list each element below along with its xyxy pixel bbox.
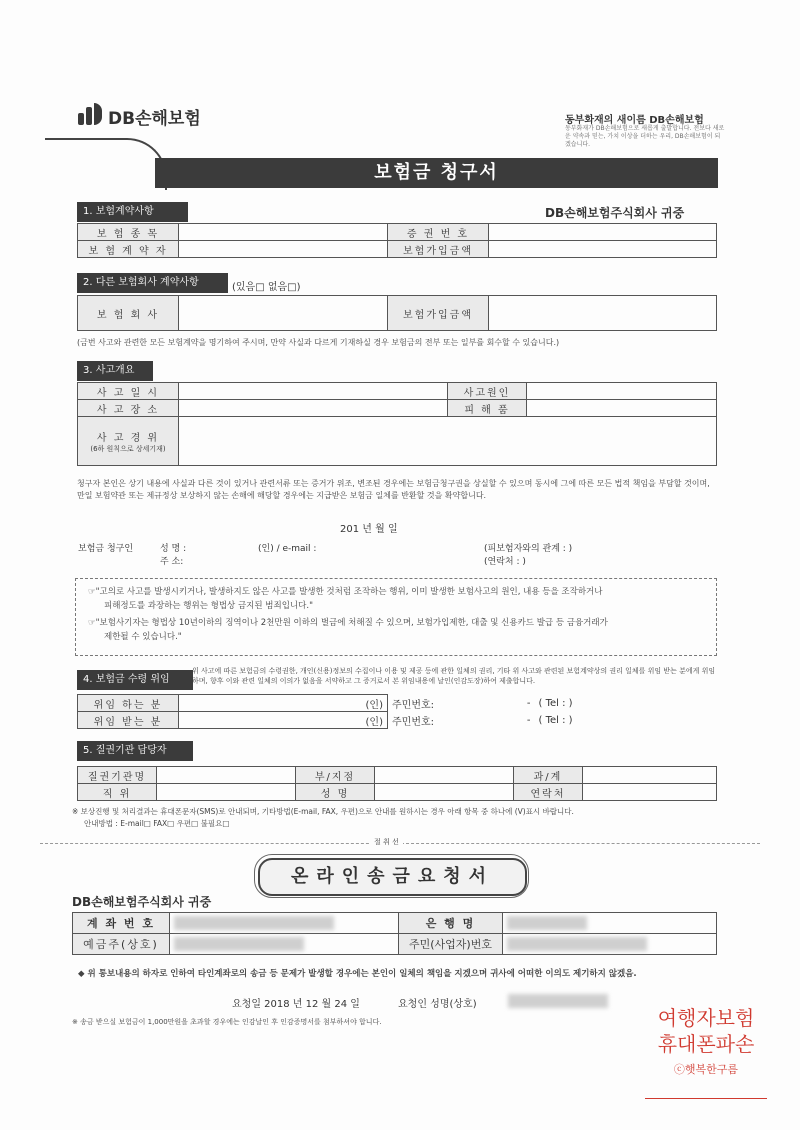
label-accident-details <box>78 417 179 466</box>
delegate-field[interactable]: (인) <box>179 712 388 729</box>
delegator-tel[interactable]: ( Tel : ) <box>538 697 573 709</box>
section5-note-1: ※ 보상진행 및 처리결과는 휴대폰문자(SMS)로 안내되며, 기타방법(E-mail, FAX, 우편)으로 안내를 원하시는 경우 아래 항목 중 하나에 (V)표시 바랍니다. <box>72 807 574 816</box>
notice-line-3: ☞"보험사기자는 형법상 10년이하의 징역이나 2천만원 이하의 벌금에 처해질 수 있으며, 보험가입제한, 대출 및 신용카드 발급 등 금융거래가 <box>88 618 608 628</box>
label-insured-amount-2: 보험가입금액 <box>388 296 489 331</box>
notice-line-2: 피해정도를 과장하는 행위는 형법상 금지된 범죄입니다." <box>104 601 313 611</box>
notice-line-4: 제한될 수 있습니다." <box>104 632 182 642</box>
db-logo-icon <box>78 103 104 125</box>
section2-table <box>77 295 717 331</box>
section3-table <box>77 382 717 466</box>
label-bank-name: 은 행 명 <box>399 913 503 934</box>
date-line: 201 년 월 일 <box>340 524 398 535</box>
slogan: 동부화재의 새이름 DB손해보험 <box>565 115 704 126</box>
relation-field: (피보험자와의 관계 : ) <box>484 544 573 554</box>
staff-contact-field[interactable] <box>583 784 717 801</box>
other-insurance-options[interactable]: (있음□ 없음□) <box>232 282 301 293</box>
delegate-id-dash: - <box>526 714 531 726</box>
label-staff-name: 성 명 <box>296 784 375 801</box>
policyholder-field[interactable] <box>179 241 388 258</box>
delegate-id-label: 주민번호: <box>392 716 435 728</box>
insured-amount-field[interactable] <box>489 241 717 258</box>
watermark-line-1: 여행자보험 <box>657 1006 755 1030</box>
department-field[interactable] <box>583 767 717 784</box>
section2-note: (금번 사고와 관련한 모든 보험계약을 명기하여 주시며, 만약 사실과 다르게 기재하실 경우 보험금의 전부 또는 일부를 회수할 수 있습니다.) <box>77 338 560 347</box>
accident-details-sub: (6하 원칙으로 상세기재) <box>90 444 166 453</box>
id-number-field[interactable] <box>503 934 717 955</box>
online-title: 온라인송금요청서 <box>258 858 527 896</box>
label-contact: 연락처 <box>514 784 583 801</box>
online-footnote: ※ 송금 받으실 보험금이 1,000만원을 초과할 경우에는 인감날인 후 인감증명서를 첨부하셔야 합니다. <box>72 1018 382 1026</box>
blurred-bank <box>507 916 587 930</box>
accident-place-field[interactable] <box>179 400 448 417</box>
label-accident-place: 사 고 장 소 <box>78 400 179 417</box>
label-department: 과/계 <box>514 767 583 784</box>
slogan-subtext: 동부화재가 DB손해보험으로 새롭게 출발합니다. 전보다 새로운 약속과 믿는, 가치 이상을 더하는 우리, DB손해보험이 되겠습니다. <box>565 125 725 148</box>
insurance-type-field[interactable] <box>179 224 388 241</box>
label-delegate: 위임 받는 분 <box>78 712 179 729</box>
delegate-tel[interactable]: ( Tel : ) <box>538 714 573 726</box>
online-table <box>72 912 717 955</box>
claimant-label: 보험금 청구인 <box>78 544 134 554</box>
accident-details-label: 사 고 경 위 <box>96 432 160 444</box>
depositor-field[interactable] <box>170 934 399 955</box>
watermark <box>645 1005 767 1077</box>
section5-table <box>77 766 717 801</box>
section3-heading: 3. 사고개요 <box>77 361 153 381</box>
blurred-account <box>174 916 334 930</box>
label-accident-date: 사 고 일 시 <box>78 383 179 400</box>
damaged-item-field[interactable] <box>527 400 717 417</box>
notice-line-1: ☞"고의로 사고를 발생시키거나, 발생하지도 않은 사고를 발생한 것처럼 조작하는 행위, 이미 발생한 보험사고의 원인, 내용 등을 조작하거나 <box>88 587 603 597</box>
watermark-underline <box>645 1098 767 1099</box>
section4-table <box>77 694 717 729</box>
accident-date-field[interactable] <box>179 383 448 400</box>
delegator-id-dash: - <box>526 697 531 709</box>
delegator-field[interactable]: (인) <box>179 695 388 712</box>
label-damaged-item: 피 해 품 <box>448 400 527 417</box>
declaration-text: 청구자 본인은 상기 내용에 사실과 다른 것이 있거나 관련서류 또는 증거가 위조, 변조된 경우에는 보험금청구권을 상실할 수 있으며 동시에 그에 따른 모든 법적 책임을 부담할 것이며, 만일 보험약관 또는 제규정상 보상하지 않는 손해에 해당할 경우에는 지급받은 보험금 일체를 반환할 것을 확약합니다. <box>77 479 710 500</box>
cut-line-label: 절 취 선 <box>370 837 403 847</box>
section5-note-2[interactable]: 안내방법 : E-mail□ FAX□ 우편□ 불필요□ <box>84 819 230 828</box>
label-policy-number: 증 권 번 호 <box>388 224 489 241</box>
online-company: DB손해보험주식회사 귀중 <box>72 895 212 909</box>
logo-text: DB손해보험 <box>108 109 201 129</box>
branch-field[interactable] <box>375 767 514 784</box>
label-insurance-type: 보 험 종 목 <box>78 224 179 241</box>
bank-name-field[interactable] <box>503 913 717 934</box>
label-policyholder: 보 험 계 약 자 <box>78 241 179 258</box>
label-id-number: 주민(사업자)번호 <box>399 934 503 955</box>
label-accident-cause: 사고원인 <box>448 383 527 400</box>
section2-heading: 2. 다른 보험회사 계약사항 <box>77 273 228 293</box>
accident-cause-field[interactable] <box>527 383 717 400</box>
claimant-seal-email: (인) / e-mail : <box>258 544 317 554</box>
request-date: 요청일 2018 년 12 월 24 일 <box>232 999 360 1010</box>
blurred-requester-name <box>508 994 608 1008</box>
label-insured-amount: 보험가입금액 <box>388 241 489 258</box>
label-insurer: 보 험 회 사 <box>78 296 179 331</box>
label-position: 직 위 <box>78 784 157 801</box>
section4-desc: 위 사고에 따른 보험금의 수령권한, 개인(신용)정보의 수집이나 이용 및 제공 등에 관한 일체의 권리, 기타 위 사고와 관련된 보험계약상의 권리 일체를 위임 받는 분에게 위임하며, 향후 이와 관련 일체의 이의가 없음을 서약하고 그 증거로서 본 위임내용에 날인(인감도장)하여 제출합니다. <box>192 667 716 685</box>
label-delegator: 위임 하는 분 <box>78 695 179 712</box>
section1-heading: 1. 보험계약사항 <box>77 202 188 222</box>
blurred-depositor <box>174 937 304 951</box>
position-field[interactable] <box>157 784 296 801</box>
accident-details-field[interactable] <box>179 417 717 466</box>
section5-heading: 5. 질권기관 담당자 <box>77 741 193 761</box>
requester-label: 요청인 성명(상호) <box>398 999 477 1010</box>
section1-table <box>77 223 717 258</box>
account-number-field[interactable] <box>170 913 399 934</box>
online-warning: ◆ 위 통보내용의 하자로 인하여 타인계좌로의 송금 등 문제가 발생할 경우에는 본인이 일체의 책임을 지겠으며 귀사에 어떠한 이의도 제기하지 않겠음. <box>78 969 637 979</box>
insurer-field[interactable] <box>179 296 388 331</box>
insured-amount-2-field[interactable] <box>489 296 717 331</box>
watermark-credit: ⓒ햇복한구름 <box>673 1063 739 1076</box>
decorative-swoosh <box>45 138 167 190</box>
label-depositor: 예금주(상호) <box>73 934 170 955</box>
claimant-name-label: 성 명 : <box>160 544 187 554</box>
blurred-id <box>507 937 647 951</box>
contact-field: (연락처 : ) <box>484 557 526 567</box>
label-pledge-institution: 질권기관명 <box>78 767 157 784</box>
label-account-number: 계 좌 번 호 <box>73 913 170 934</box>
company-recipient: DB손해보험주식회사 귀중 <box>545 206 685 220</box>
page-title: 보험금 청구서 <box>374 162 499 183</box>
staff-name-field[interactable] <box>375 784 514 801</box>
watermark-line-2: 휴대폰파손 <box>657 1032 755 1056</box>
section4-heading: 4. 보험금 수령 위임 <box>77 670 193 690</box>
delegator-id-label: 주민번호: <box>392 699 435 711</box>
label-branch: 부/지점 <box>296 767 375 784</box>
policy-number-field[interactable] <box>489 224 717 241</box>
pledge-institution-field[interactable] <box>157 767 296 784</box>
claimant-address-label: 주 소: <box>160 557 184 567</box>
